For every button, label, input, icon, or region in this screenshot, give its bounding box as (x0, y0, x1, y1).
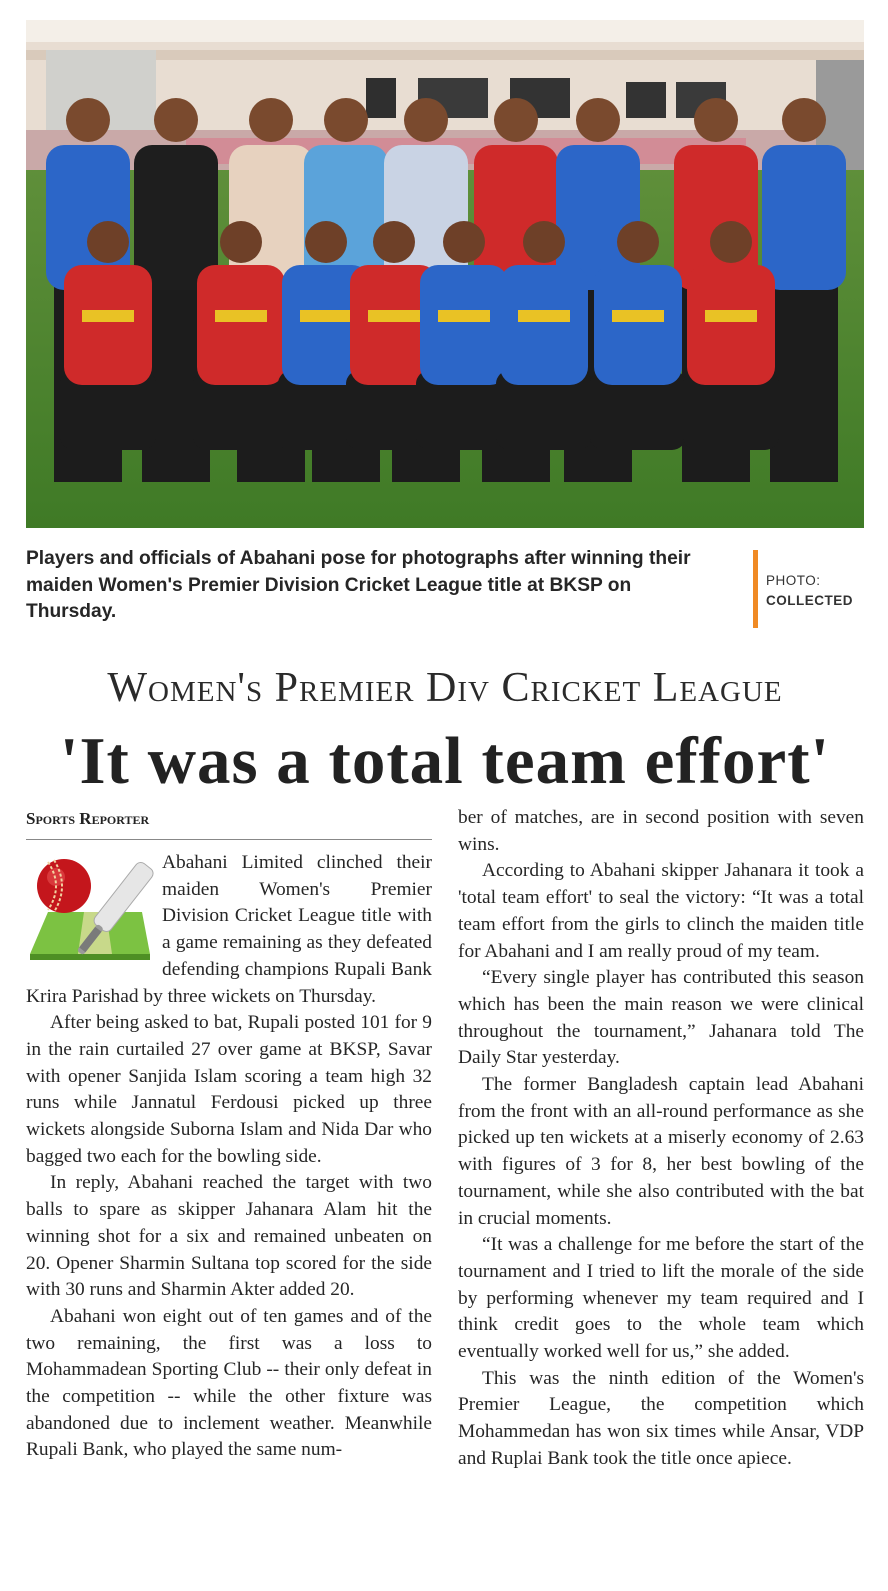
kicker-headline: Women's Premier Div Cricket League (107, 665, 783, 711)
cricket-ball-bat-icon (26, 850, 154, 968)
photo-credit-value: COLLECTED (766, 593, 853, 608)
paragraph: This was the ninth edition of the Women's Premier League, the competition which Mohammedan has won six times while Ansar, VDP and Ruplai Bank took the title once apiece. (458, 1367, 864, 1469)
team-photo (26, 20, 864, 528)
photo-credit-label: PHOTO: (766, 573, 821, 588)
paragraph: ber of matches, are in second position with seven wins. (458, 807, 864, 855)
paragraph: Abahani Limited clinched their maiden Women's Premier Division Cricket League title with a game remaining as they defeated defending champions Rupali Bank Krira Parishad by three wickets on Thursday. (26, 852, 432, 1007)
paragraph: “It was a challenge for me before the start of the tournament and I tried to lift the morale of the side by performing whenever my team required and I think credit goes to the whole team which eventually worked well for us,” she added. (458, 1234, 864, 1363)
credit-accent-bar (753, 550, 758, 628)
main-headline: 'It was a total team effort' (59, 724, 831, 798)
players-group (46, 98, 846, 482)
paragraph: The former Bangladesh captain lead Abahani from the front with an all-round performance as she picked up ten wickets at a miserly economy of 2.63 with figures of 3 for 8, her best bowling of the tournament, while she also contributed with the bat in crucial moments. (458, 1074, 864, 1229)
article-column-2 (458, 805, 864, 1473)
paragraph: According to Abahani skipper Jahanara it took a 'total team effort' to seal the victory: “It was a total team effort from the girls to clinch the maiden title for Abahani and I am really proud of my team. (458, 860, 864, 962)
byline: Sports Reporter (26, 807, 432, 840)
article-column-1 (26, 850, 432, 1464)
paragraph: Abahani won eight out of ten games and of the two remaining, the first was a loss to Mohammadean Sporting Club -- their only defeat in the competition -- while the other fixture was abandoned due to inclement weather. Meanwhile Rupali Bank, who played the same num- (26, 1305, 432, 1461)
team-photo-illustration (26, 20, 864, 528)
paragraph: “Every single player has contributed this season which has been the main reason we were clinical throughout the tournament,” Jahanara told The Daily Star yesterday. (458, 967, 864, 1069)
photo-caption: Players and officials of Abahani pose for photographs after winning their maiden Women's Premier Division Cricket League title at BKSP on Thursday. (26, 548, 691, 622)
photo-credit (766, 571, 853, 611)
paragraph: In reply, Abahani reached the target with two balls to spare as skipper Jahanara Alam hit the winning shot for a six and remained unbeaten on 20. Opener Sharmin Sultana top scored for the side with 30 runs and Sharmin Akter added 20. (26, 1172, 432, 1301)
paragraph: After being asked to bat, Rupali posted 101 for 9 in the rain curtailed 27 over game at BKSP, Savar with opener Sanjida Islam scoring a team high 32 runs while Jannatul Ferdousi picked up three wickets alongside Suborna Islam and Nida Dar who bagged two each for the bowling side. (26, 1012, 432, 1167)
